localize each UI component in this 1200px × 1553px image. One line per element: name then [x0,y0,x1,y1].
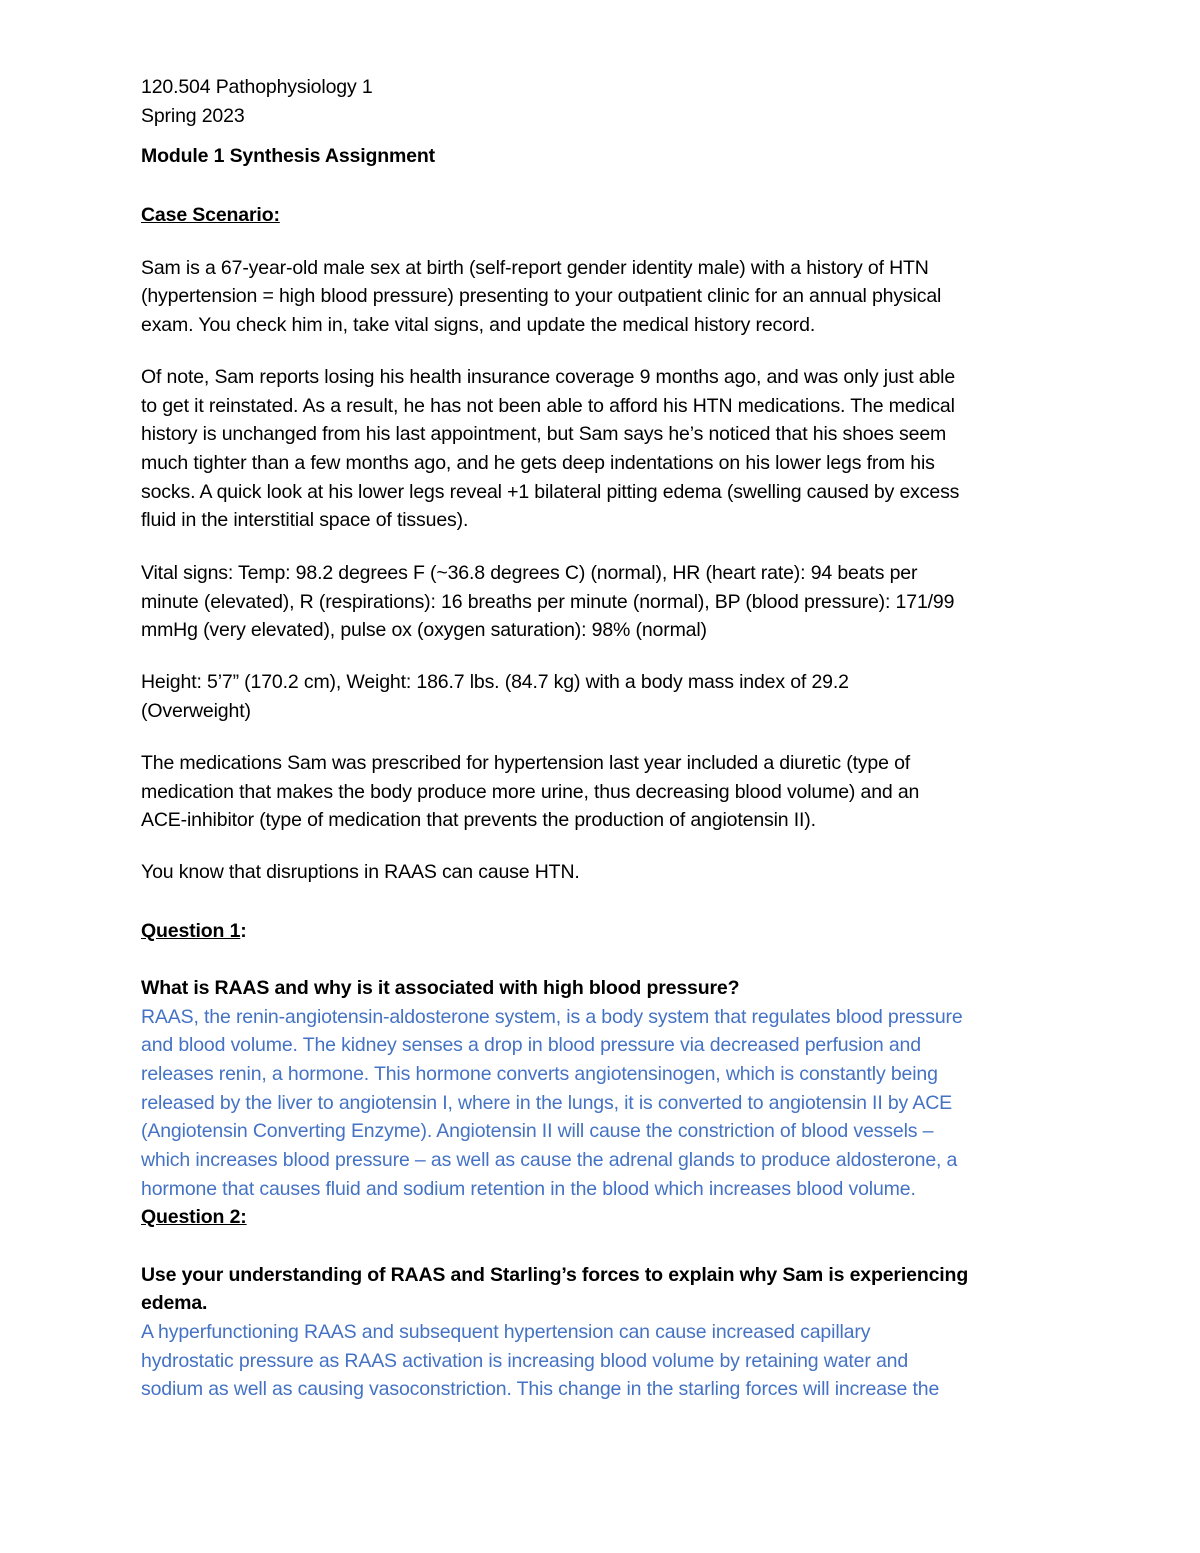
measurements-line: (Overweight) [141,700,251,722]
question-1-heading [141,919,247,943]
question-1-text: What is RAAS and why is it associated with high blood pressure? [141,977,740,999]
answer-1-line: (Angiotensin Converting Enzyme). Angiotensin II will cause the constriction of blood vessels – [141,1120,934,1142]
answer-2-line: A hyperfunctioning RAAS and subsequent hypertension can cause increased capillary [141,1321,871,1343]
answer-1-line: released by the liver to angiotensin I, where in the lungs, it is converted to angiotensin II by ACE [141,1092,952,1114]
assignment-title: Module 1 Synthesis Assignment [141,145,435,167]
history-paragraph-line: much tighter than a few months ago, and he gets deep indentations on his lower legs from his [141,452,935,474]
history-paragraph-line: history is unchanged from his last appointment, but Sam says he’s noticed that his shoes seem [141,423,947,445]
answer-1-line: hormone that causes fluid and sodium retention in the blood which increases blood volume. [141,1178,916,1200]
question-1-label: Question 1 [141,920,241,942]
case-paragraph-line: (hypertension = high blood pressure) presenting to your outpatient clinic for an annual physical [141,285,942,307]
answer-1-line: and blood volume. The kidney senses a drop in blood pressure via decreased perfusion and [141,1034,921,1056]
medications-line: medication that makes the body produce more urine, thus decreasing blood volume) and an [141,781,920,803]
vital-signs-line: mmHg (very elevated), pulse ox (oxygen saturation): 98% (normal) [141,619,707,641]
case-scenario-heading: Case Scenario: [141,204,280,226]
medications-line: The medications Sam was prescribed for hypertension last year included a diuretic (type of [141,752,911,774]
history-paragraph-line: fluid in the interstitial space of tissues). [141,509,469,531]
medications-line: ACE-inhibitor (type of medication that prevents the production of angiotensin II). [141,809,816,831]
raas-note: You know that disruptions in RAAS can cause HTN. [141,861,580,883]
answer-1-line: releases renin, a hormone. This hormone converts angiotensinogen, which is constantly being [141,1063,938,1085]
history-paragraph-line: socks. A quick look at his lower legs reveal +1 bilateral pitting edema (swelling caused by excess [141,481,960,503]
vital-signs-line: minute (elevated), R (respirations): 16 breaths per minute (normal), BP (blood pressure): 171/99 [141,591,955,613]
vital-signs-line: Vital signs: Temp: 98.2 degrees F (~36.8 degrees C) (normal), HR (heart rate): 94 beats per [141,562,918,584]
document-page [141,0,1071,1553]
case-paragraph-line: Sam is a 67-year-old male sex at birth (self-report gender identity male) with a history of HTN [141,257,929,279]
course-title: 120.504 Pathophysiology 1 [141,76,373,98]
term: Spring 2023 [141,105,245,127]
measurements-line: Height: 5’7” (170.2 cm), Weight: 186.7 lbs. (84.7 kg) with a body mass index of 29.2 [141,671,849,693]
question-1-colon: : [240,920,247,942]
case-paragraph-line: exam. You check him in, take vital signs, and update the medical history record. [141,314,816,336]
answer-1-line: which increases blood pressure – as well as cause the adrenal glands to produce aldosterone, a [141,1149,958,1171]
history-paragraph-line: Of note, Sam reports losing his health insurance coverage 9 months ago, and was only just able [141,366,956,388]
answer-2-line: hydrostatic pressure as RAAS activation is increasing blood volume by retaining water and [141,1350,909,1372]
history-paragraph-line: to get it reinstated. As a result, he has not been able to afford his HTN medications. The medical [141,395,955,417]
answer-1-line: RAAS, the renin-angiotensin-aldosterone system, is a body system that regulates blood pressure [141,1006,963,1028]
answer-2-line: sodium as well as causing vasoconstriction. This change in the starling forces will increase the [141,1378,940,1400]
question-2-heading: Question 2: [141,1206,247,1228]
question-2-text: edema. [141,1292,208,1314]
question-2-text: Use your understanding of RAAS and Starling’s forces to explain why Sam is experiencing [141,1264,969,1286]
